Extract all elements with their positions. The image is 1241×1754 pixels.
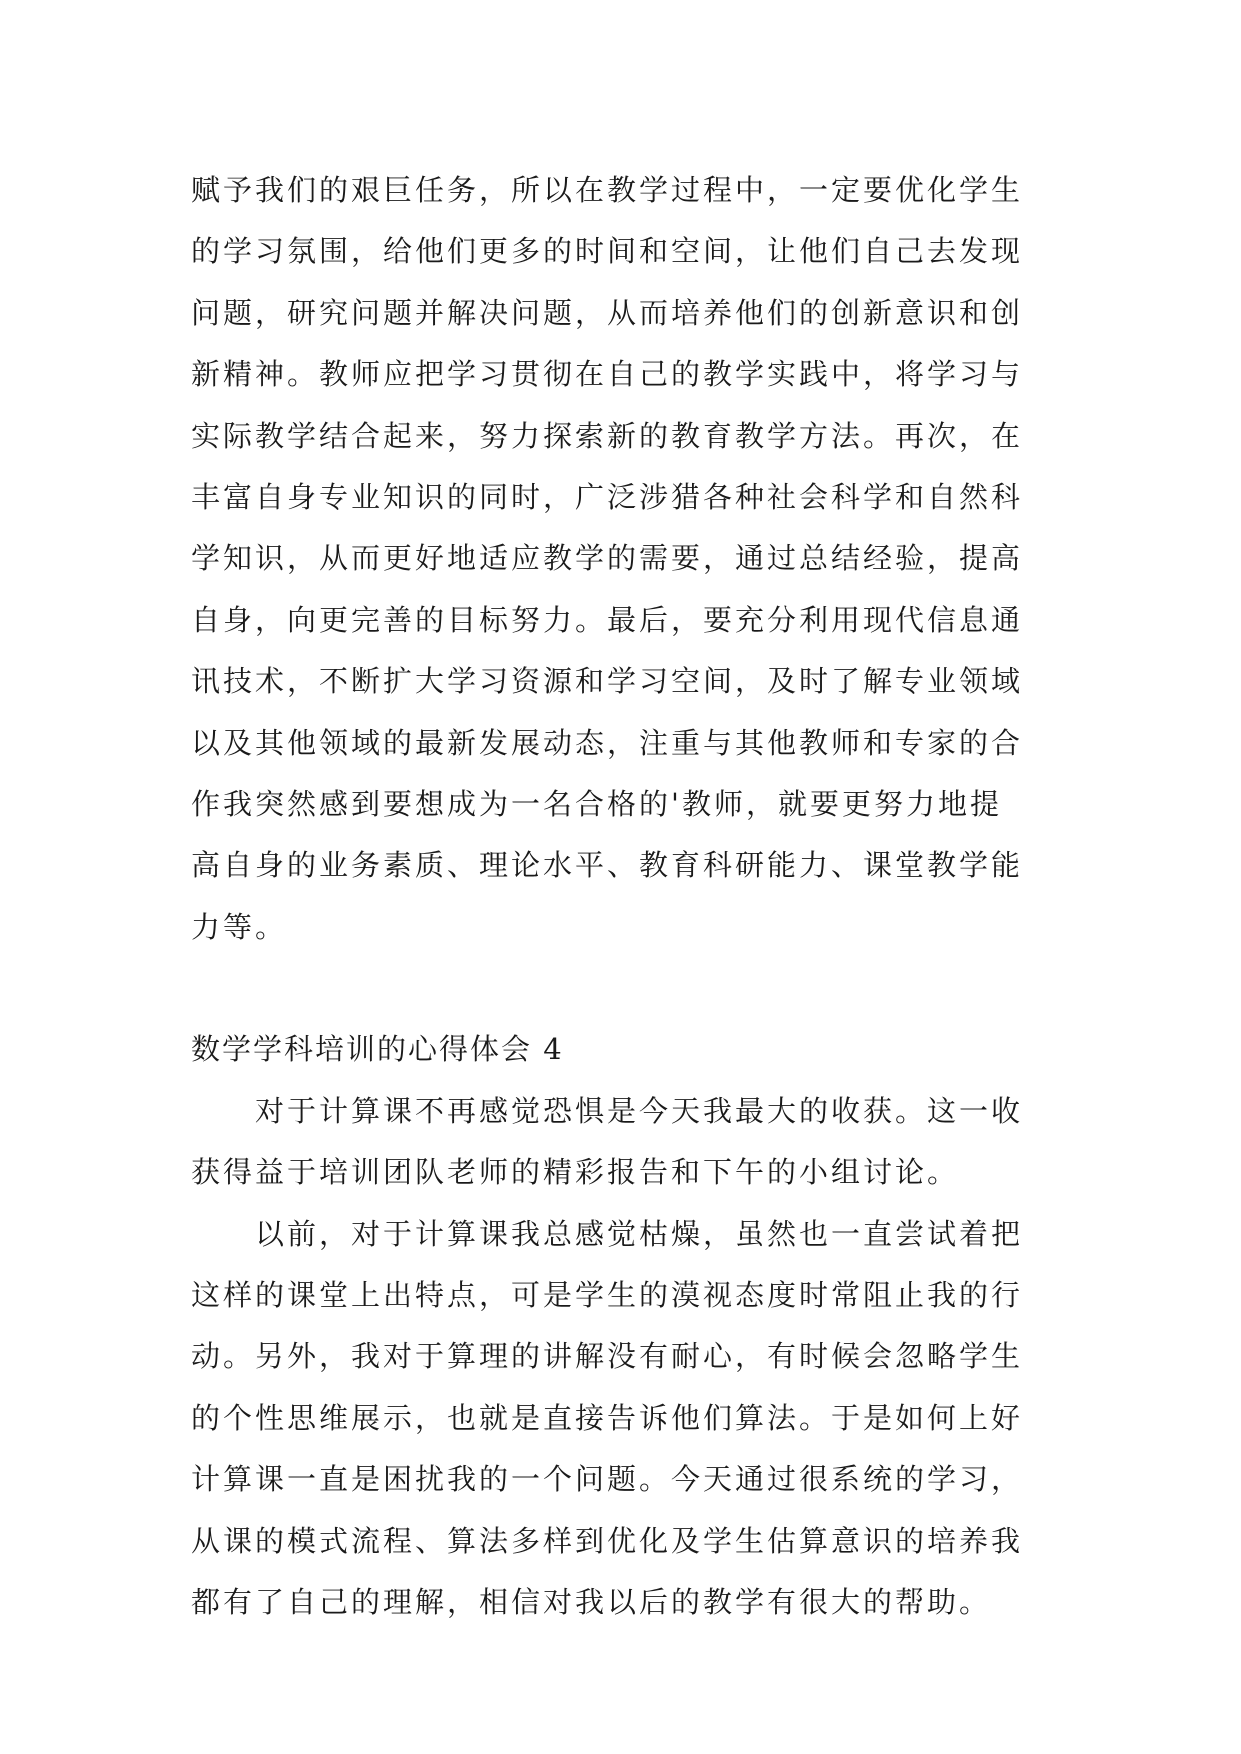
- paragraph-spacer: [191, 958, 1071, 1019]
- text-line: 都有了自己的理解，相信对我以后的教学有很大的帮助。: [191, 1584, 992, 1619]
- text-line: 丰富自身专业知识的同时，广泛涉猎各种社会科学和自然科: [191, 479, 1024, 514]
- text-line: 动。另外，我对于算理的讲解没有耐心，有时候会忽略学生: [191, 1339, 1024, 1374]
- text-line: 这样的课堂上出特点，可是学生的漠视态度时常阻止我的行: [191, 1278, 1024, 1313]
- text-line: 学知识，从而更好地适应教学的需要，通过总结经验，提高: [191, 541, 1024, 576]
- text-line: 问题，研究问题并解决问题，从而培养他们的创新意识和创: [191, 295, 1024, 330]
- paragraph-continued: [191, 160, 1071, 958]
- text-line: 从课的模式流程、算法多样到优化及学生估算意识的培养我: [191, 1523, 1024, 1558]
- paragraph-2: [191, 1081, 1071, 1204]
- text-line: 作我突然感到要想成为一名合格的'教师，就要更努力地提: [191, 786, 1002, 821]
- text-line: 自身，向更完善的目标努力。最后，要充分利用现代信息通: [191, 602, 1024, 637]
- text-line: 讯技术，不断扩大学习资源和学习空间，及时了解专业领域: [191, 664, 1024, 699]
- document-body: [191, 160, 1071, 1633]
- text-line: 以及其他领域的最新发展动态，注重与其他教师和专家的合: [191, 725, 1024, 760]
- text-line: 的学习氛围，给他们更多的时间和空间，让他们自己去发现: [191, 234, 1024, 269]
- text-line: 新精神。教师应把学习贯彻在自己的教学实践中，将学习与: [191, 357, 1024, 392]
- text-line: 实际教学结合起来，努力探索新的教育教学方法。再次，在: [191, 418, 1024, 453]
- section-heading: 数学学科培训的心得体会 4: [191, 1032, 564, 1067]
- text-line: 高自身的业务素质、理论水平、教育科研能力、课堂教学能: [191, 848, 1024, 883]
- text-line: 力等。: [191, 909, 288, 944]
- text-line: 赋予我们的艰巨任务，所以在教学过程中，一定要优化学生: [191, 173, 1024, 207]
- text-line: 对于计算课不再感觉恐惧是今天我最大的收获。这一收: [191, 1093, 1024, 1128]
- text-line: 以前，对于计算课我总感觉枯燥，虽然也一直尝试着把: [191, 1216, 1024, 1251]
- paragraph-3: [191, 1204, 1071, 1634]
- text-line: 计算课一直是困扰我的一个问题。今天通过很系统的学习，: [191, 1462, 1024, 1497]
- text-line: 获得益于培训团队老师的精彩报告和下午的小组讨论。: [191, 1155, 960, 1190]
- text-line: 的个性思维展示，也就是直接告诉他们算法。于是如何上好: [191, 1400, 1024, 1435]
